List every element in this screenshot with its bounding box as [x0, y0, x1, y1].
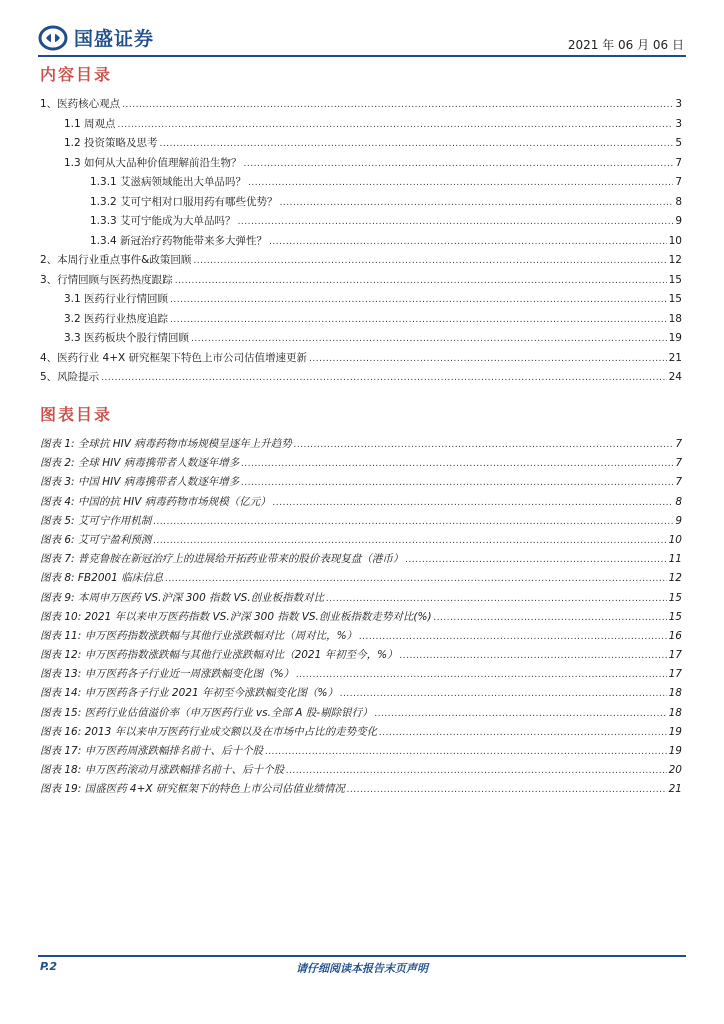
- toc-entry-page: 8: [675, 195, 682, 208]
- dot-leader: [309, 352, 667, 364]
- toc-entry-page: 21: [668, 351, 682, 364]
- toc-entry-page: 3: [675, 117, 682, 130]
- dot-leader: [340, 687, 667, 699]
- toc-entry-label: 1、医药核心观点: [40, 98, 121, 110]
- figure-entry-label: 图表 3: 中国 HIV 病毒携带者人数逐年增多: [40, 476, 240, 489]
- figures-title: 图表目录: [40, 405, 113, 424]
- toc-entry[interactable]: [40, 174, 682, 194]
- brand-name: 国盛证券: [74, 28, 155, 50]
- toc-entry[interactable]: [40, 350, 682, 370]
- figure-entry-page: 12: [668, 572, 682, 585]
- footer-divider: [38, 955, 686, 957]
- dot-leader: [326, 592, 666, 604]
- dot-leader: [160, 137, 674, 149]
- figure-entry[interactable]: [40, 474, 682, 493]
- toc-entry-label: 4、医药行业 4+X 研究框架下特色上市公司估值增速更新: [40, 351, 308, 364]
- figure-entry[interactable]: [40, 705, 682, 724]
- figure-entry-page: 21: [668, 783, 682, 796]
- brand-logo: [38, 24, 154, 51]
- figure-entry-label: 图表 11: 申万医药指数涨跌幅与其他行业涨跌幅对比（周对比，%）: [40, 629, 358, 642]
- table-of-contents: [40, 96, 682, 389]
- figure-entry-label: 图表 13: 申万医药各子行业近一周涨跌幅变化图（%）: [40, 668, 295, 681]
- toc-entry-label: 2、本周行业重点事件&政策回顾: [40, 254, 192, 266]
- toc-entry-label: 1.3.3 艾可宁能成为大单品吗？: [90, 215, 236, 227]
- figure-entry-page: 15: [668, 610, 682, 623]
- figure-entry[interactable]: [40, 685, 682, 704]
- dot-leader: [273, 496, 674, 508]
- toc-entry-label: 5、风险提示: [40, 371, 100, 383]
- figure-entry-label: 图表 12: 申万医药指数涨跌幅与其他行业涨跌幅对比（2021 年初至今，%）: [40, 649, 398, 662]
- toc-title: 内容目录: [40, 65, 113, 84]
- figure-entry[interactable]: [40, 455, 682, 474]
- figure-entry-page: 17: [668, 649, 682, 662]
- dot-leader: [294, 438, 674, 450]
- figure-entry-page: 9: [675, 514, 682, 527]
- figure-entry[interactable]: [40, 724, 682, 743]
- toc-entry[interactable]: [40, 155, 682, 175]
- dot-leader: [265, 745, 667, 757]
- toc-entry-label: 3.3 医药板块个股行情回顾: [64, 332, 190, 344]
- toc-entry[interactable]: [40, 194, 682, 214]
- figure-entry-label: 图表 14: 申万医药各子行业 2021 年初至今涨跌幅变化图（%）: [40, 687, 338, 700]
- dot-leader: [241, 476, 673, 488]
- dot-leader: [400, 649, 667, 661]
- brand-logo-icon: [38, 25, 68, 51]
- header-divider: [38, 55, 686, 57]
- toc-entry[interactable]: [40, 369, 682, 389]
- toc-entry-label: 3.1 医药行业行情回顾: [64, 293, 169, 305]
- dot-leader: [434, 611, 667, 623]
- figure-entry-label: 图表 5: 艾可宁作用机制: [40, 514, 152, 527]
- figure-entry-page: 17: [668, 668, 682, 681]
- figure-entry[interactable]: [40, 609, 682, 628]
- figure-entry-label: 图表 4: 中国的抗 HIV 病毒药物市场规模（亿元）: [40, 495, 271, 508]
- figure-entry[interactable]: [40, 781, 682, 800]
- dot-leader: [359, 630, 667, 642]
- dot-leader: [347, 783, 667, 795]
- figure-entry[interactable]: [40, 494, 682, 513]
- toc-entry[interactable]: [40, 135, 682, 155]
- toc-entry-page: 15: [668, 273, 682, 286]
- figure-entry-page: 7: [675, 476, 682, 489]
- toc-entry-page: 5: [675, 137, 682, 149]
- dot-leader: [241, 457, 673, 469]
- figure-entry-label: 图表 6: 艾可宁盈利预测: [40, 533, 152, 546]
- toc-entry-label: 1.3 如何从大品种价值理解前沿生物？: [64, 156, 242, 169]
- toc-entry-page: 7: [675, 176, 682, 188]
- figure-entry-page: 18: [668, 706, 682, 719]
- figure-entry-page: 15: [668, 591, 682, 604]
- figure-entry-label: 图表 17: 申万医药周涨跌幅排名前十、后十个股: [40, 745, 264, 757]
- dot-leader: [101, 371, 666, 383]
- dot-leader: [191, 332, 667, 344]
- figure-entry-page: 7: [675, 457, 682, 470]
- toc-entry[interactable]: [40, 330, 682, 350]
- toc-entry[interactable]: [40, 291, 682, 311]
- figure-entry[interactable]: [40, 436, 682, 455]
- toc-entry[interactable]: [40, 96, 682, 116]
- figure-entry-page: 19: [668, 745, 682, 757]
- dot-leader: [375, 707, 667, 719]
- toc-entry-page: 24: [668, 371, 682, 383]
- dot-leader: [269, 235, 667, 247]
- figure-entry[interactable]: [40, 513, 682, 532]
- toc-entry-page: 18: [668, 312, 682, 325]
- dot-leader: [165, 572, 666, 584]
- figure-entry-page: 16: [668, 629, 682, 642]
- toc-entry-label: 1.3.4 新冠治疗药物能带来多大弹性？: [90, 234, 268, 247]
- toc-entry-label: 1.2 投资策略及思考: [64, 137, 158, 149]
- dot-leader: [153, 534, 666, 546]
- dot-leader: [244, 157, 674, 169]
- dot-leader: [296, 668, 667, 680]
- toc-entry-label: 1.1 周观点: [64, 117, 116, 130]
- toc-entry-page: 12: [668, 254, 682, 266]
- toc-entry-label: 3、行情回顾与医药热度跟踪: [40, 273, 173, 286]
- toc-entry-page: 10: [668, 234, 682, 247]
- toc-entry-page: 19: [668, 332, 682, 344]
- toc-entry-page: 9: [675, 215, 682, 227]
- dot-leader: [170, 313, 667, 325]
- figure-entry-page: 20: [668, 764, 682, 777]
- figure-entry[interactable]: [40, 551, 682, 570]
- figure-entry[interactable]: [40, 666, 682, 685]
- dot-leader: [122, 98, 673, 110]
- figure-entry-label: 图表 2: 全球 HIV 病毒携带者人数逐年增多: [40, 457, 240, 470]
- report-date: 2021 年 06 月 06 日: [567, 38, 684, 52]
- figure-entry-label: 图表 8: FB2001 临床信息: [40, 572, 164, 585]
- figure-entry-label: 图表 10: 2021 年以来申万医药指数 VS.沪深 300 指数 VS.创业板指数走势对比(%): [40, 610, 432, 623]
- figure-entry-label: 图表 18: 申万医药滚动月涨跌幅排名前十、后十个股: [40, 764, 285, 777]
- dot-leader: [170, 293, 667, 305]
- figure-entry[interactable]: [40, 532, 682, 551]
- toc-entry-page: 3: [675, 98, 682, 110]
- dot-leader: [238, 215, 674, 227]
- toc-entry-label: 3.2 医药行业热度追踪: [64, 312, 169, 325]
- page-number: P.2: [40, 960, 58, 973]
- figure-entry[interactable]: [40, 628, 682, 647]
- disclaimer-note: 请仔细阅读本报告末页声明: [296, 962, 428, 975]
- figure-entry[interactable]: [40, 570, 682, 589]
- figure-entry[interactable]: [40, 590, 682, 609]
- figure-entry-label: 图表 15: 医药行业估值溢价率（申万医药行业 vs.全部 A 股-剔除银行）: [40, 706, 373, 719]
- figure-entry-label: 图表 16: 2013 年以来申万医药行业成交额以及在市场中占比的走势变化: [40, 725, 378, 738]
- figure-entry-page: 8: [675, 495, 682, 508]
- toc-entry[interactable]: [40, 252, 682, 272]
- toc-entry-label: 1.3.2 艾可宁相对口服用药有哪些优势？: [90, 195, 278, 208]
- dot-leader: [248, 176, 673, 188]
- toc-entry-label: 1.3.1 艾滋病领域能出大单品吗？: [90, 176, 247, 188]
- dot-leader: [193, 254, 666, 266]
- toc-entry-page: 7: [675, 156, 682, 169]
- figure-entry[interactable]: [40, 743, 682, 762]
- figure-entry-page: 11: [668, 553, 682, 566]
- dot-leader: [379, 726, 666, 738]
- figure-entry-label: 图表 19: 国盛医药 4+X 研究框架下的特色上市公司估值业绩情况: [40, 783, 345, 796]
- figure-entry[interactable]: [40, 647, 682, 666]
- figure-entry-page: 10: [668, 533, 682, 546]
- figure-entry-page: 7: [675, 438, 682, 450]
- toc-entry[interactable]: [40, 311, 682, 331]
- figure-entry-label: 图表 7: 普克鲁胺在新冠治疗上的进展给开拓药业带来的股价表现复盘（港币）: [40, 553, 404, 566]
- figure-entry-label: 图表 9: 本周申万医药 VS.沪深 300 指数 VS.创业板指数对比: [40, 591, 325, 604]
- figure-entry-page: 19: [668, 725, 682, 738]
- dot-leader: [175, 274, 667, 286]
- figure-list: [40, 436, 682, 801]
- dot-leader: [286, 764, 667, 776]
- dot-leader: [280, 196, 674, 208]
- toc-entry[interactable]: [40, 272, 682, 292]
- toc-entry-page: 15: [668, 293, 682, 305]
- toc-entry[interactable]: [40, 213, 682, 233]
- figure-entry[interactable]: [40, 762, 682, 781]
- toc-entry[interactable]: [40, 116, 682, 136]
- dot-leader: [118, 118, 674, 130]
- dot-leader: [405, 553, 666, 565]
- figure-entry-page: 18: [668, 687, 682, 700]
- figure-entry-label: 图表 1: 全球抗 HIV 病毒药物市场规模呈逐年上升趋势: [40, 438, 292, 450]
- toc-entry[interactable]: [40, 233, 682, 253]
- dot-leader: [153, 515, 673, 527]
